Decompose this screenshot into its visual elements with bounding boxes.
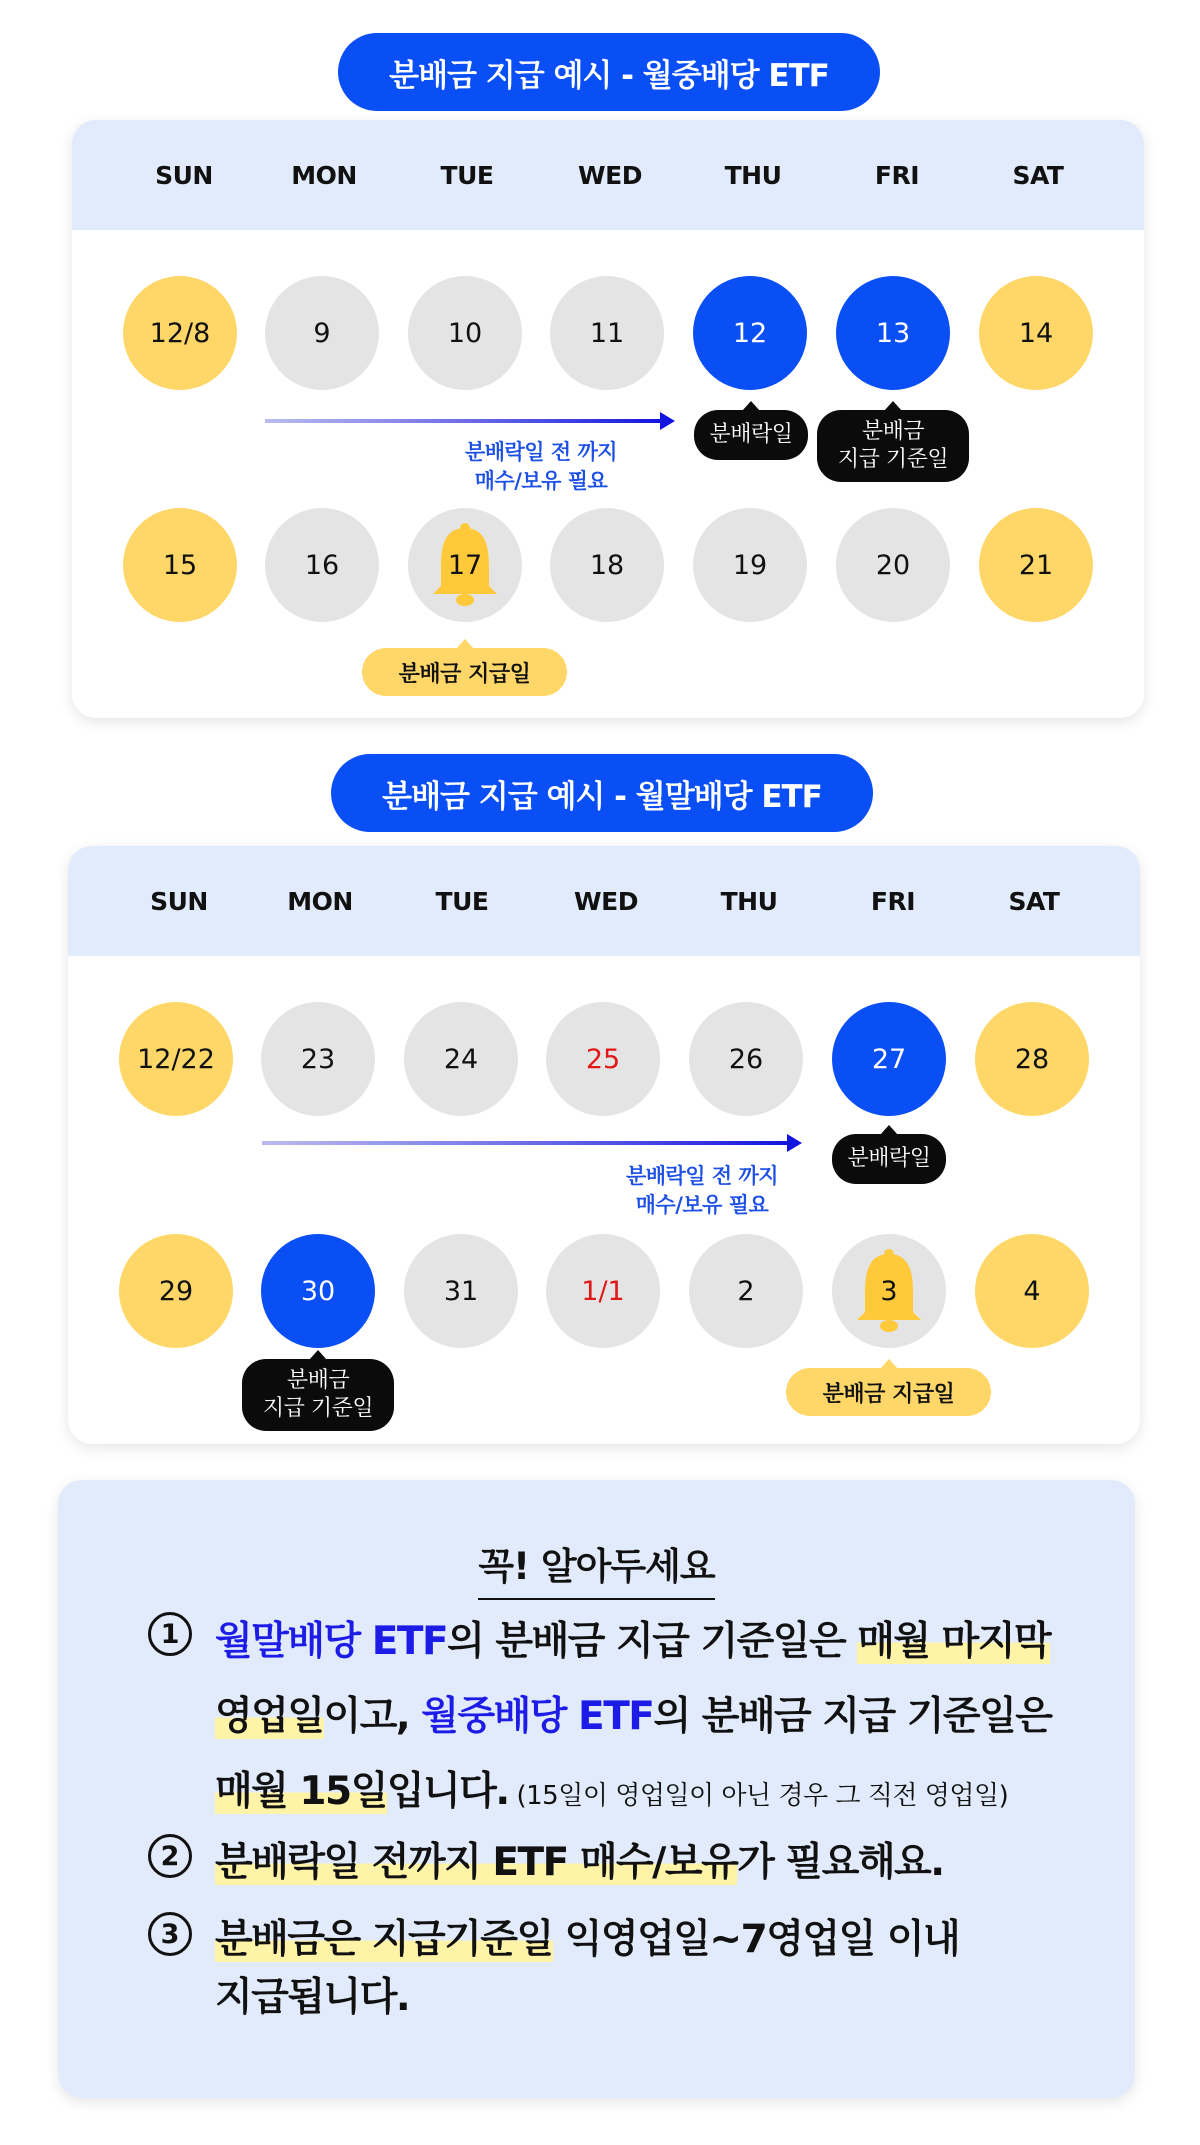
info-text: 의 분배금 지급 기준일은 [653,1694,1052,1739]
day-tue: TUE [435,886,489,916]
hold-note [602,1162,802,1220]
day-fri: FRI [874,160,920,190]
day-tue: TUE [440,160,494,190]
date-circle: 23 [261,1002,375,1116]
calendar1-day-header [72,120,1144,230]
record-date-label-line2: 지급 기준일 [262,1396,374,1421]
info-text: 가 필요해요. [737,1840,944,1885]
date-circle-record-date: 13 [836,276,950,390]
day-wed: WED [578,160,642,190]
info-text: 의 분배금 지급 기준일은 [447,1619,858,1664]
record-date-label-line1: 분배금 [861,419,925,444]
date-circle: 16 [265,508,379,622]
date-circle: 26 [689,1002,803,1116]
number-two-icon: 2 [148,1834,192,1878]
info-item1-line3 [215,1760,1008,1816]
hold-note-line2: 매수/보유 필요 [474,469,608,493]
date-circle-holiday: 1/1 [546,1234,660,1348]
day-sun: SUN [150,886,208,916]
info-text: 이고, [323,1694,422,1739]
date-circle: 31 [404,1234,518,1348]
info-text: 입니다. [386,1769,509,1814]
day-thu: THU [720,886,778,916]
date-number: 17 [447,549,483,581]
number-three-icon: 3 [148,1912,192,1956]
day-thu: THU [724,160,782,190]
hold-note-line2: 매수/보유 필요 [635,1193,769,1217]
date-circle: 2 [689,1234,803,1348]
ex-date-label: 분배락일 [694,410,808,460]
info-title [58,1536,1135,1590]
record-date-label [242,1359,394,1431]
record-date-label-line1: 분배금 [286,1368,350,1393]
hold-note [441,438,641,496]
arrow-icon [265,409,675,433]
calendar2-title: 분배금 지급 예시 - 월말배당 ETF [331,754,873,832]
date-circle: 18 [550,508,664,622]
date-circle: 12/22 [119,1002,233,1116]
info-item3-line1 [215,1908,959,1964]
date-circle: 20 [836,508,950,622]
date-circle-ex-date: 12 [693,276,807,390]
info-item1-line2 [215,1685,1051,1741]
date-circle-holiday: 25 [546,1002,660,1116]
highlight-record-date: 분배금은 지급기준일 [215,1917,553,1962]
ex-date-label: 분배락일 [832,1134,946,1184]
highlight-hold-before-ex: 분배락일 전까지 ETF 매수/보유 [215,1840,738,1885]
hold-note-line1: 분배락일 전 까지 [625,1164,779,1188]
calendar2-day-header [68,846,1140,956]
calendar1-title: 분배금 지급 예시 - 월중배당 ETF [338,33,880,111]
number-one-icon: 1 [148,1612,192,1656]
date-circle: 19 [693,508,807,622]
date-circle: 4 [975,1234,1089,1348]
date-circle: 28 [975,1002,1089,1116]
date-circle-record-date: 30 [261,1234,375,1348]
date-circle: 9 [265,276,379,390]
arrow-icon [262,1131,802,1155]
date-circle: 14 [979,276,1093,390]
calendar1-card [72,120,1144,718]
date-circle: 10 [408,276,522,390]
info-box [58,1480,1135,2098]
info-title-text: 꼭! 알아두세요 [478,1545,714,1600]
day-sun: SUN [155,160,213,190]
calendar2-card [68,846,1140,1444]
record-date-label-line2: 지급 기준일 [837,447,949,472]
pay-date-label: 분배금 지급일 [362,648,567,696]
day-mon: MON [287,886,353,916]
highlight-mid-month-etf: 월중배당 ETF [421,1694,654,1739]
date-circle: 15 [123,508,237,622]
date-circle-pay-date [408,508,522,622]
day-fri: FRI [870,886,916,916]
record-date-label [817,410,969,482]
info-footnote: (15일이 영업일이 아닌 경우 그 직전 영업일) [508,1781,1009,1811]
highlight-monthly-end-etf: 월말배당 ETF [215,1619,448,1664]
info-text: 익영업일~7영업일 이내 [552,1917,960,1962]
date-circle: 29 [119,1234,233,1348]
day-sat: SAT [1012,160,1064,190]
date-circle: 11 [550,276,664,390]
info-item2 [215,1831,944,1887]
info-item1-line1 [215,1610,1050,1666]
date-circle: 12/8 [123,276,237,390]
highlight-15th: 매월 15일 [215,1769,387,1814]
info-item3-line2: 지급됩니다. [215,1975,410,2020]
date-circle-ex-date: 27 [832,1002,946,1116]
date-circle-pay-date [832,1234,946,1348]
day-wed: WED [574,886,638,916]
highlight-last-month: 매월 마지막 [857,1619,1051,1664]
hold-note-line1: 분배락일 전 까지 [464,440,618,464]
day-sat: SAT [1008,886,1060,916]
day-mon: MON [291,160,357,190]
pay-date-label: 분배금 지급일 [786,1368,991,1416]
highlight-business-day: 영업일 [215,1694,324,1739]
date-circle: 24 [404,1002,518,1116]
date-number: 3 [880,1275,898,1307]
date-circle: 21 [979,508,1093,622]
